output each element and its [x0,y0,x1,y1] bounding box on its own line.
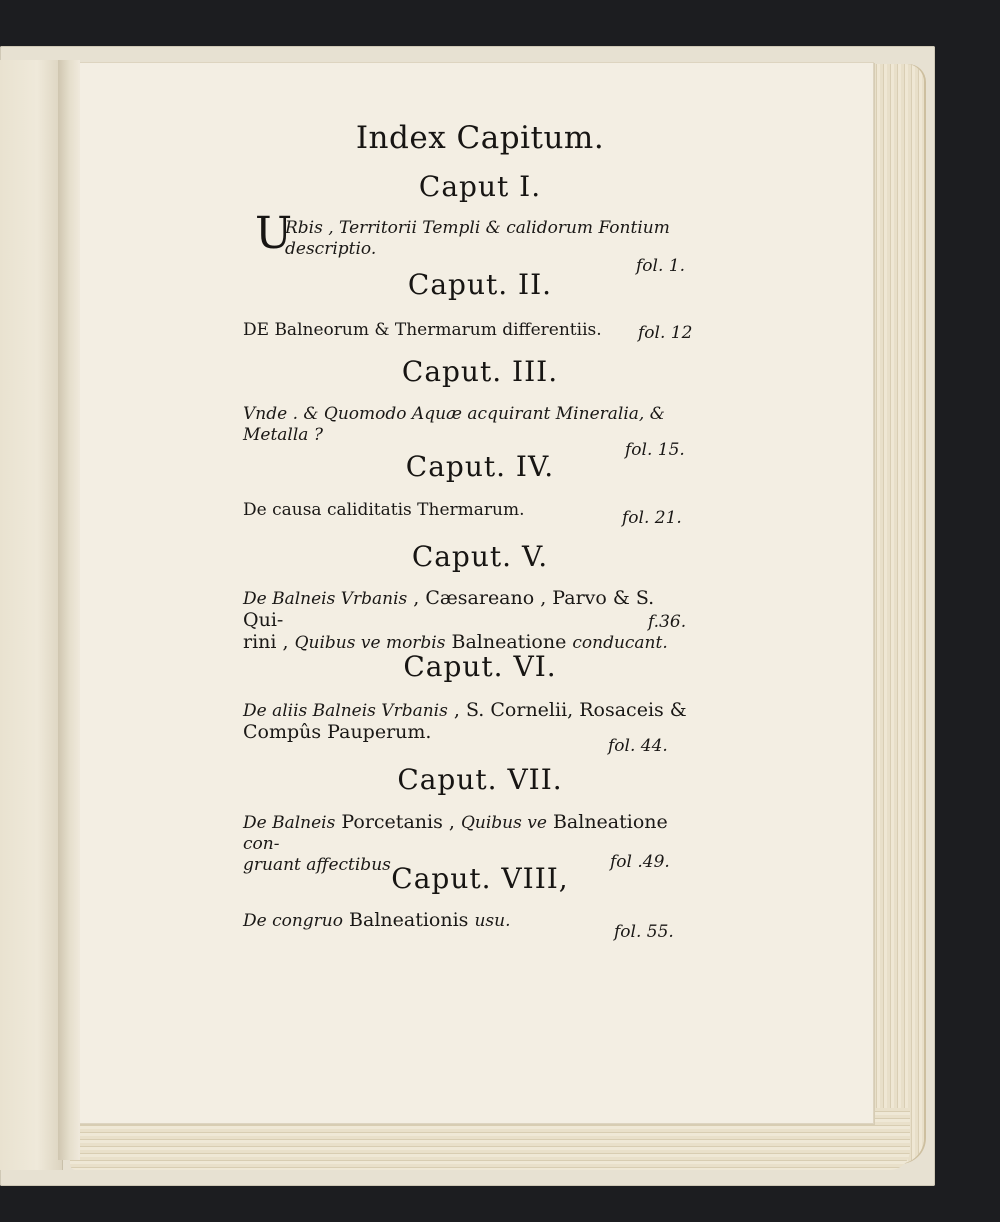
chapter-7-roman-b: Balneatione [546,811,668,833]
chapter-8-italic-b: usu. [474,911,511,931]
chapter-5-roman-b: rini , [243,631,295,653]
chapter-8-folio: fol. 55. [614,922,674,942]
chapter-heading-4: Caput. IV. [405,450,555,483]
chapter-6-roman-b: Compûs Pauperum. [243,721,432,743]
chapter-7-italic-a: De Balneis [243,813,336,833]
chapter-1-line-2: descriptio. [285,239,377,259]
chapter-5-folio: f.36. [648,612,687,632]
chapter-heading-2: Caput. II. [407,268,553,301]
chapter-4-folio: fol. 21. [622,508,682,528]
chapter-7-italic-c: con- [243,834,280,854]
chapter-3-folio: fol. 15. [625,440,685,460]
chapter-7-folio: fol .49. [610,852,670,872]
chapter-heading-1: Caput I. [418,170,542,203]
chapter-5-roman-a: , Cæsareano , Parvo & S. Qui- [243,587,655,631]
chapter-6-folio: fol. 44. [608,736,668,756]
chapter-2-folio: fol. 12 [638,323,693,343]
left-page-edge [0,60,63,1170]
chapter-1-text [285,218,705,260]
chapter-7-roman-a: Porcetanis , [335,811,461,833]
chapter-heading-3: Caput. III. [401,355,559,388]
chapter-4-line-1: De causa caliditatis Thermarum. [243,500,525,520]
chapter-3-line-2: Metalla ? [243,425,323,445]
chapter-heading-6: Caput. VI. [403,650,557,683]
index-title: Index Capitum. [355,120,605,156]
book-gutter [58,60,80,1160]
chapter-heading-8: Caput. VIII, [391,862,569,895]
chapter-1-line-1: Rbis , Territorii Templi & calidorum Fontium [285,218,670,238]
chapter-7-italic-d: gruant affectibus [243,855,391,875]
chapter-6-roman-a: , S. Cornelii, Rosaceis & [447,699,687,721]
chapter-7-italic-b: Quibus ve [460,813,547,833]
chapter-5-text [243,588,693,654]
chapter-5-italic-a: De Balneis Vrbanis [243,589,408,609]
chapter-heading-5: Caput. V. [411,540,549,573]
chapter-8-italic-a: De congruo [243,911,343,931]
chapter-6-italic-a: De aliis Balneis Vrbanis [243,701,448,721]
chapter-5-roman-c: Balneatione [445,631,573,653]
chapter-heading-7: Caput. VII. [397,763,563,796]
chapter-8-roman-a: Balneationis [343,909,475,931]
chapter-1-folio: fol. 1. [636,256,685,276]
chapter-5-italic-b: Quibus ve morbis [294,633,446,653]
drop-capital: U [255,208,293,259]
chapter-3-line-1: Vnde . & Quomodo Aquæ acquirant Mineralia, & [243,404,665,424]
chapter-5-italic-c: conducant. [572,633,668,653]
chapter-2-line-1: DE Balneorum & Thermarum differentiis. [243,320,602,340]
